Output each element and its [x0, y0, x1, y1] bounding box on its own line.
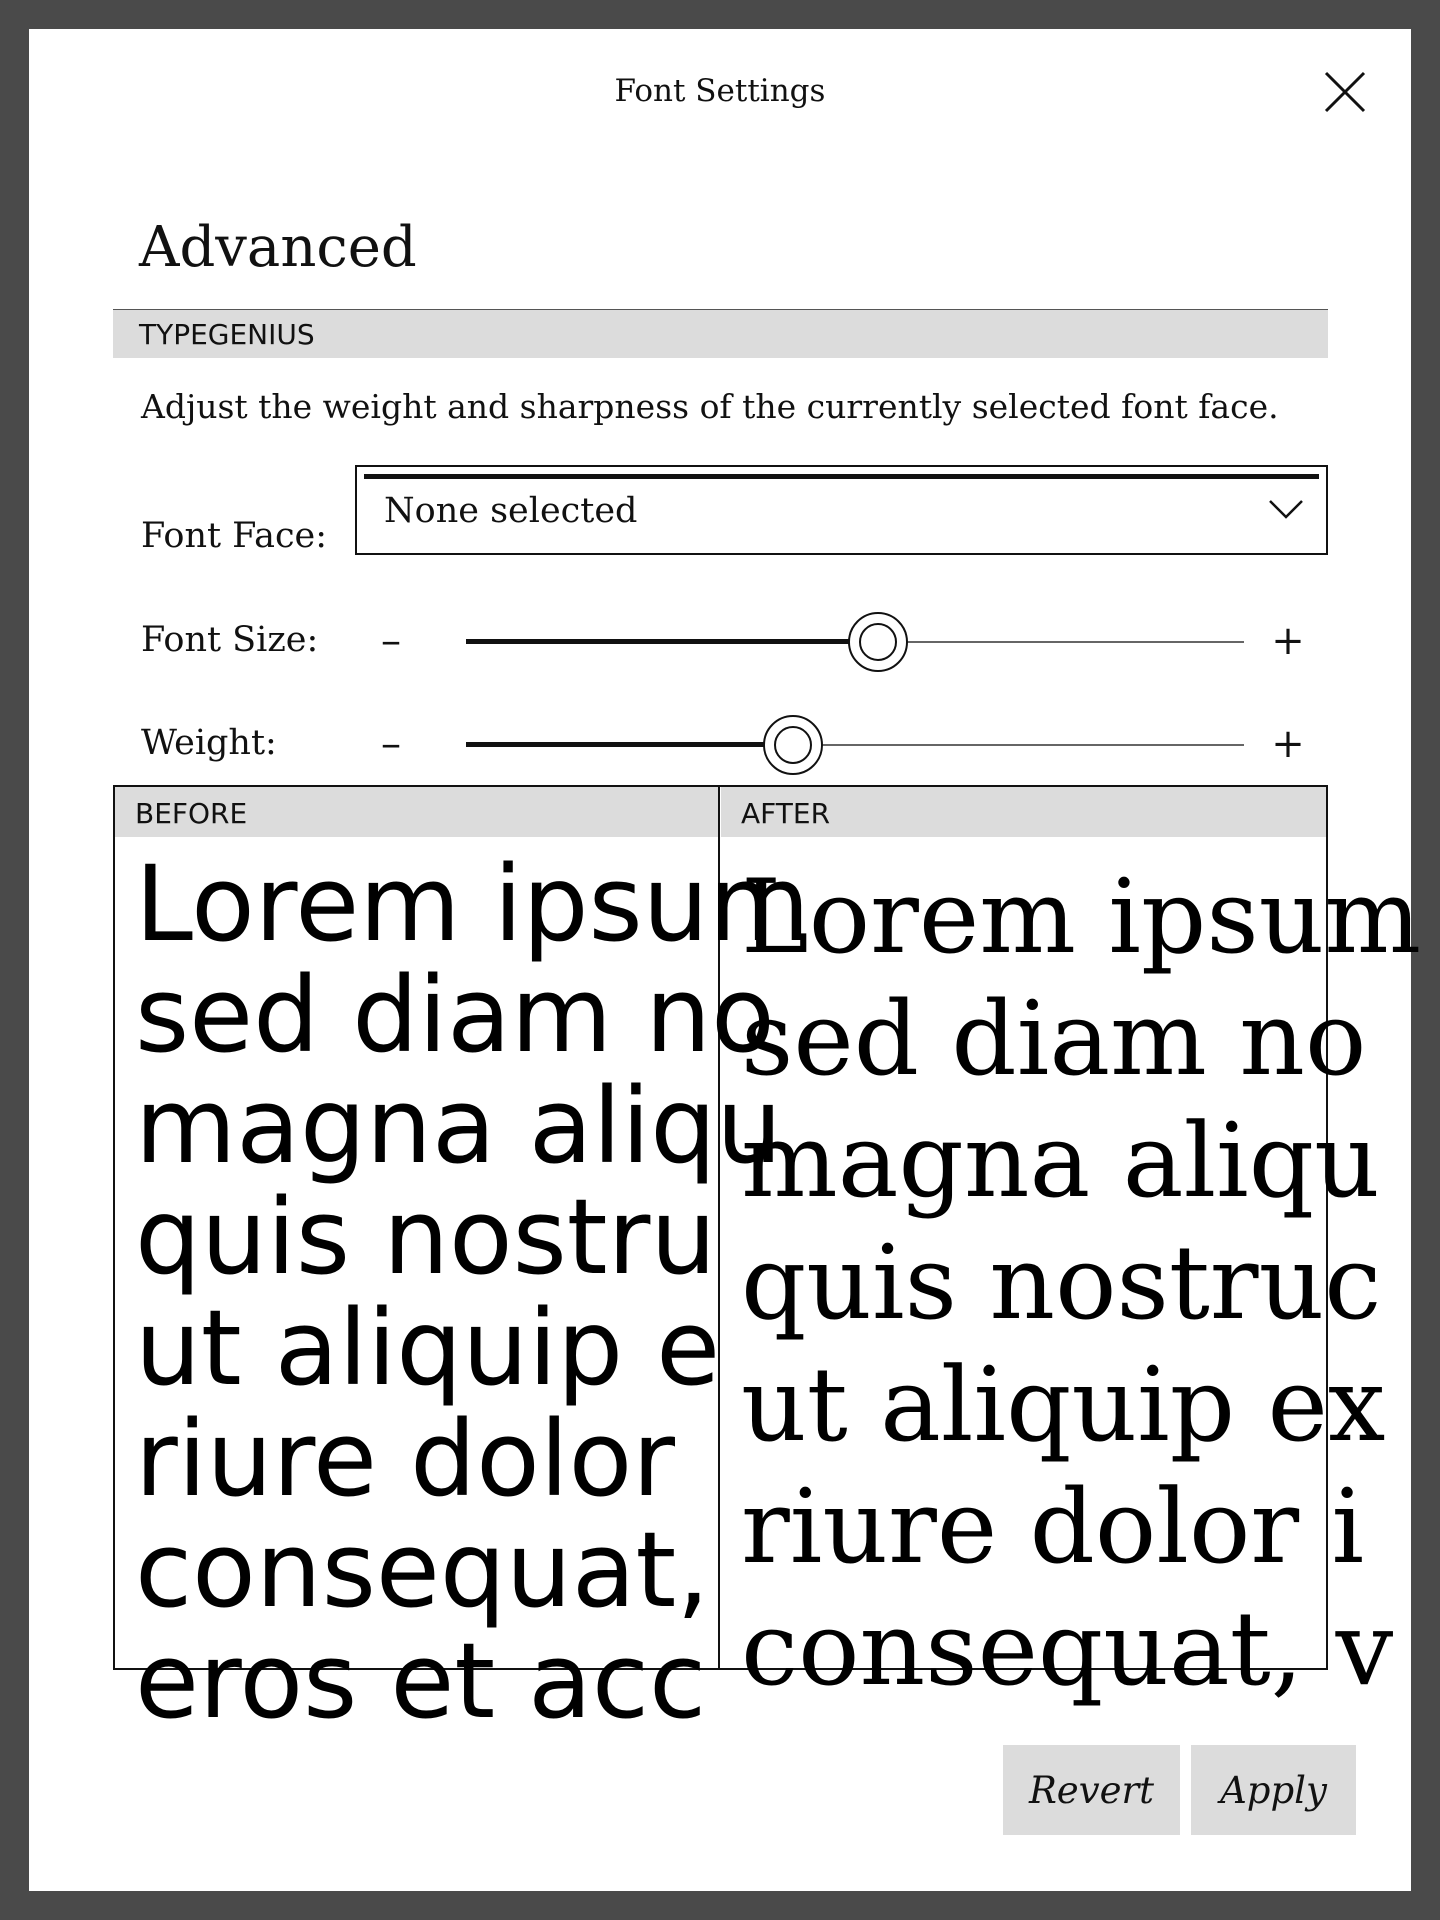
dropdown-top-rule: [364, 474, 1319, 479]
preview-after-text: Lorem ipsum sed diam no magna aliqu quis nostruc ut aliquip ex riure dolor i consequat, v: [741, 858, 1422, 1709]
page-heading: Advanced: [139, 215, 417, 280]
font-face-dropdown[interactable]: [355, 465, 1328, 555]
preview-after-label: AFTER: [741, 797, 831, 830]
preview-after-pane: [721, 787, 1422, 1709]
weight-decrease-button[interactable]: –: [381, 721, 401, 767]
weight-slider[interactable]: [466, 715, 1244, 775]
slider-fill: [466, 742, 793, 747]
font-face-label: Font Face:: [141, 516, 328, 556]
revert-button[interactable]: Revert: [1003, 1745, 1180, 1835]
slider-fill: [466, 639, 878, 644]
preview-before-label: BEFORE: [135, 797, 248, 830]
preview-before-text: Lorem ipsum sed diam no magna aliqu quis nostru ut aliquip e riure dolor consequat, eros et acc: [135, 843, 810, 1742]
weight-increase-button[interactable]: +: [1271, 721, 1305, 767]
chevron-down-icon: [1268, 497, 1304, 521]
font-size-increase-button[interactable]: +: [1271, 618, 1305, 664]
dialog-title: Font Settings: [614, 73, 826, 109]
font-settings-dialog: [29, 29, 1422, 1891]
section-header: [113, 309, 1328, 358]
font-size-label: Font Size:: [141, 620, 319, 660]
font-preview: [113, 785, 1422, 1742]
section-description: Adjust the weight and sharpness of the currently selected font face.: [141, 387, 1279, 426]
font-face-value: None selected: [384, 491, 638, 531]
font-size-decrease-button[interactable]: –: [381, 618, 401, 664]
section-title: TYPEGENIUS: [139, 318, 315, 351]
slider-thumb[interactable]: [848, 612, 908, 672]
close-icon[interactable]: [1322, 69, 1368, 115]
weight-label: Weight:: [141, 723, 277, 763]
preview-before-header: [115, 787, 718, 837]
apply-button[interactable]: Apply: [1191, 1745, 1356, 1835]
font-size-slider[interactable]: [466, 612, 1244, 672]
slider-thumb[interactable]: [763, 715, 823, 775]
preview-after-header: [721, 787, 1326, 837]
